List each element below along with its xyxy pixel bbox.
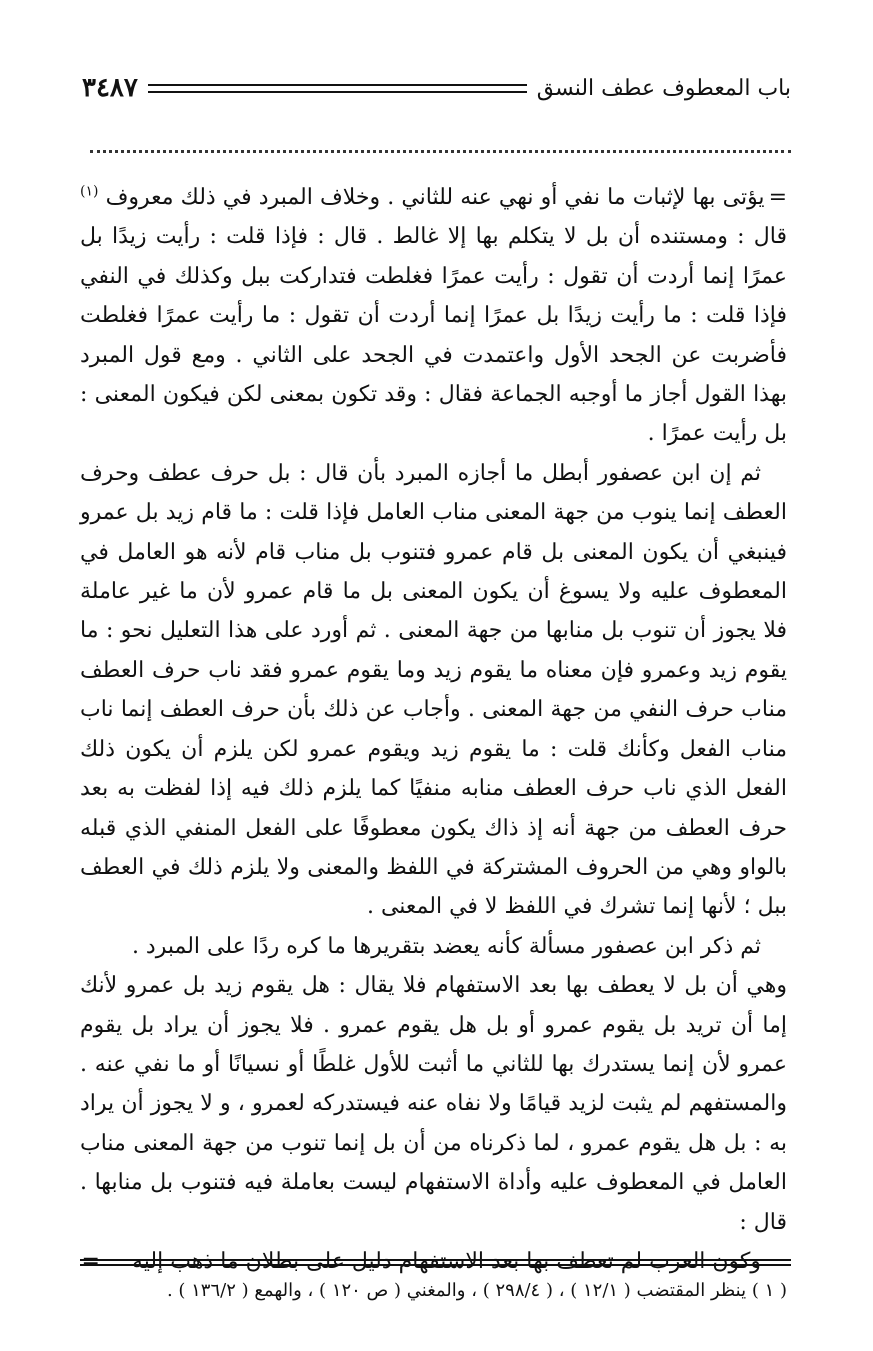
paragraph-1-start: يؤتى بها لإثبات ما نفي أو نهي عنه للثاني . وخلاف المبرد في ذلك معروف (105, 185, 765, 210)
page-number: ٣٤٨٧ (82, 73, 138, 103)
footnote-reference: (١) (80, 183, 99, 200)
continuation-mark: = (768, 185, 787, 210)
paragraph-5-text: وكون العرب لم تعطف بها بعد الاستفهام دليل على بطلان ما ذهب إليه (131, 1248, 761, 1274)
paragraph-3: ثم ذكر ابن عصفور مسألة كأنه يعضد بتقريرها ما كره ردًا على المبرد . (131, 933, 761, 959)
dotted-separator (90, 150, 791, 153)
paragraph-4: وهي أن بل لا يعطف بها بعد الاستفهام فلا يقال : هل يقوم زيد بل عمرو لأنك إما أن تريد بل يقوم عمرو أو بل هل يقوم عمرو . فلا يجوز أن يراد بل يقوم عمرو لأن إنما يستدرك بها للثاني ما أثبت للأول غلطًا أو نسيانًا أو ما نفي عنه . والمستفهم لم يثبت لزيد قيامًا ولا نفاه عنه فيستدركه لعمرو ، و لا يجوز أن يراد به : بل هل يقوم عمرو ، لما ذكرناه من أن بل إنما تنوب من جهة المعنى مناب العامل في المعطوف عليه وأداة الاستفهام ليست بعاملة فيه فتنوب بل منابها . قال : (80, 973, 787, 1235)
footnote-separator (80, 1259, 791, 1266)
header-double-rule (148, 84, 527, 93)
footnote-1: ( ١ ) ينظر المقتضب ( ١٢/١ ) ، ( ٢٩٨/٤ ) ، والمغني ( ص ١٢٠ ) ، والهمع ( ١٣٦/٢ ) . (166, 1280, 787, 1301)
paragraph-2: ثم إن ابن عصفور أبطل ما أجازه المبرد بأن قال : بل حرف عطف وحرف العطف إنما ينوب من جهة المعنى مناب العامل فإذا قلت : ما قام زيد بل عمرو فينبغي أن يكون المعنى بل قام عمرو فتنوب بل مناب قام لأنه هو العامل في المعطوف عليه ولا يسوغ أن يكون المعنى بل ما قام عمرو لأن ما غير عاملة فلا يجوز أن تنوب بل منابها من جهة المعنى . ثم أورد على هذا التعليل نحو : ما يقوم زيد وعمرو فإن معناه ما يقوم زيد وما يقوم عمرو فقد ناب حرف العطف مناب حرف النفي من جهة المعنى . وأجاب عن ذلك بأن حرف العطف إنما ناب مناب الفعل وكأنك قلت : ما يقوم زيد ويقوم عمرو لكن يلزم أن يكون ذلك الفعل الذي ناب حرف العطف منابه منفيًا كما يلزم ذلك فيه إذا لفظت به بعد حرف العطف من جهة أنه إذ ذاك يكون معطوفًا على الفعل المنفي الذي قبله بالواو وهي من الحروف المشتركة في اللفظ والمعنى ولا يلزم ذلك في العطف ببل ؛ لأنها إنما تشرك في اللفظ لا في المعنى . (80, 460, 787, 920)
main-text (80, 178, 787, 1281)
page-header (82, 68, 791, 108)
paragraph-1-rest: قال : ومستنده أن بل لا يتكلم بها إلا غالط . قال : فإذا قلت : رأيت زيدًا بل عمرًا إنما أردت أن تقول : رأيت عمرًا فغلطت فتداركت ببل وكذلك في النفي فإذا قلت : ما رأيت زيدًا بل عمرًا إنما أردت أن تقول : ما رأيت عمرًا فغلطت فأضربت عن الجحد الأول واعتمدت في الجحد على الثاني . ومع قول المبرد بهذا القول أجاز ما أوجبه الجماعة فقال : وقد تكون بمعنى لكن فيكون المعنى : بل رأيت عمرًا . (80, 224, 787, 447)
continuation-end-mark: = (81, 1248, 100, 1274)
chapter-title: باب المعطوف عطف النسق (536, 75, 791, 101)
paragraph-1 (80, 178, 787, 454)
